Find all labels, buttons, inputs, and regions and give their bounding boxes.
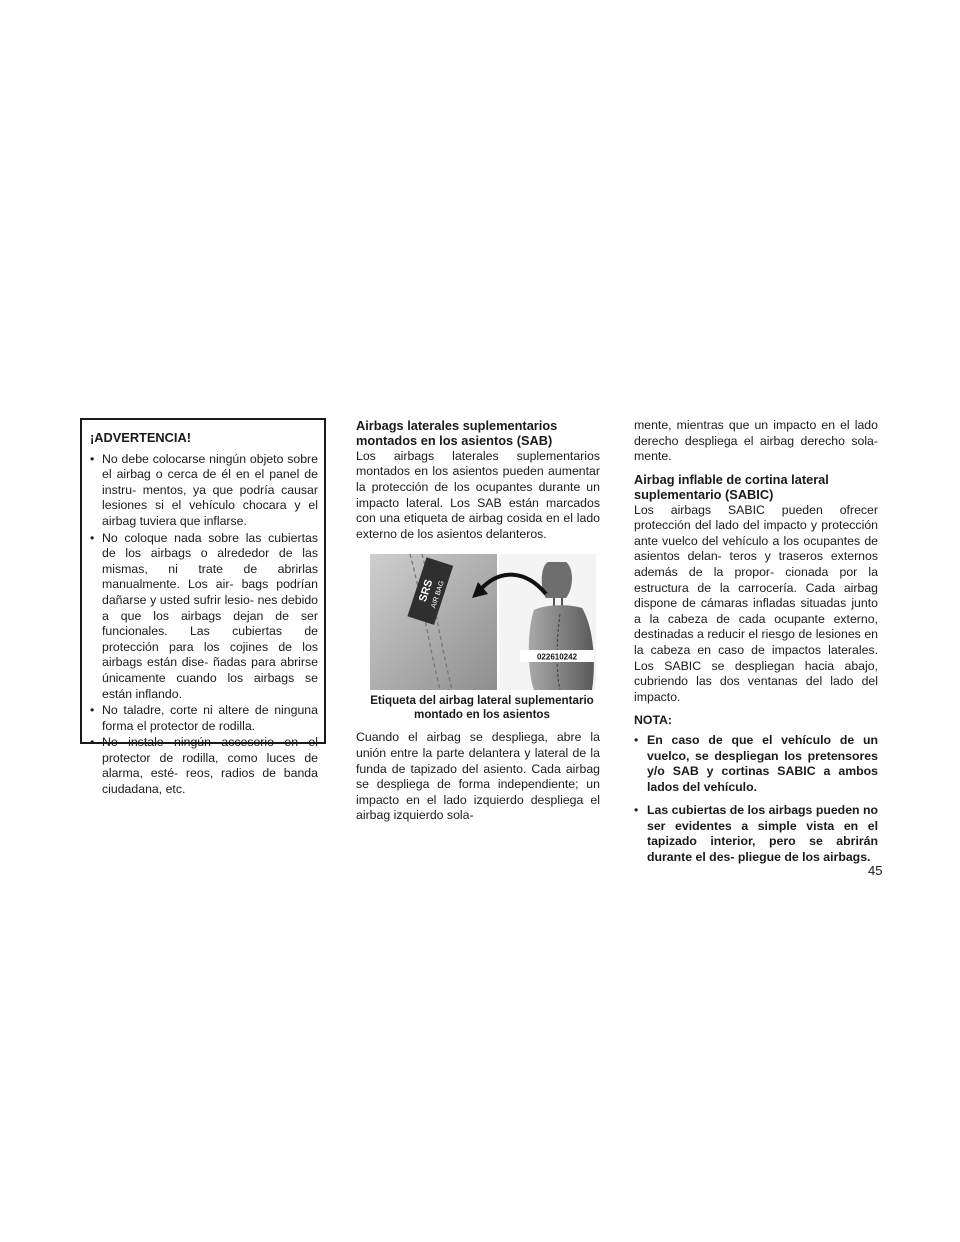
right-column [634,418,878,874]
deploy-text: Cuando el airbag se despliega, abre la unión entre la parte delantera y lateral de la funda de tapizado del asiento. Cada airbag se despliega de forma independiente; un impacto en el lado izquierdo despliega el airbag izquierdo sola- [356,730,600,823]
bullet-icon: • [634,803,639,818]
page-number: 45 [868,863,883,878]
figure-caption: Etiqueta del airbag lateral suplementario montado en los asientos [370,694,594,721]
warning-box [80,418,326,797]
warning-list [90,452,318,798]
airbag-label-text: AIR BAG [430,580,446,610]
note-item: • En caso de que el vehículo de un vuelco, se despliegan los pretensores y/o SAB y cortinas SABIC a ambos lados del vehículo. [634,732,878,794]
sabic-heading: Airbag inflable de cortina lateral suplementario (SABIC) [634,471,829,503]
sab-figure [370,554,596,721]
note-title: NOTA: [634,713,673,728]
sab-body: Los airbags laterales suplementarios montados en los asientos pueden aumentar la protección de los ocupantes durante un impacto lateral. Los SAB están marcados con una etiqueta de airbag cosida en el lado externo de los asientos delanteros. [356,448,600,541]
bullet-icon: • [634,732,639,747]
left-column [80,418,326,797]
middle-column [356,418,600,824]
continuation-text: mente, mientras que un impacto en el lado derecho despliega el airbag derecho sola- mente. [634,418,878,464]
note-list [634,733,878,866]
warning-item: • No debe colocarse ningún objeto sobre el airbag o cerca de él en el panel de instru- mentos, ya que podría causar lesiones si el vehículo chocara y el airbag tuviera que inflarse. [90,451,318,528]
seat-airbag-image [370,554,596,690]
seat-label-illustration [370,554,596,690]
warning-item: • No taladre, corte ni altere de ninguna forma el protector de rodilla. [90,703,318,733]
warning-item: • No instale ningún accesorio en el protector de rodilla, como luces de alarma, esté- reos, radios de banda ciudadana, etc. [90,735,318,797]
note-item: • Las cubiertas de los airbags pueden no ser evidentes a simple vista en el tapizado interior, pero se abrirán durante el des- pliegue de los airbags. [634,803,878,865]
sabic-body: Los airbags SABIC pueden ofrecer protección del lado del impacto y protección ante vuelco del vehículo a los ocupantes de asientos delan- teros y traseros externos además de la propor- cionada por la estructura de la carrocería. Cada airbag dispone de cámaras infladas situadas junto a la cabeza de cada ocupante externo, destinadas a reducir el riesgo de lesiones en la cabeza en caso de impactos laterales. Los SABIC se despliegan hacia abajo, cubriendo las dos ventanas del lado del impacto. [634,502,878,704]
bullet-icon: • [90,530,95,545]
srs-label-text: SRS [416,578,436,604]
bullet-icon: • [90,735,95,750]
warning-item: • No coloque nada sobre las cubiertas de los airbags o alrededor de las mismas, ni trate de abrirlas manualmente. Los air- bags podrían dañarse y usted sufrir lesio- nes debido a que los airbags dejan de ser funcionales. Las cubiertas de protección para los cojines de los airbags están dise- ñadas para abrirse únicamente cuando los airbags se están inflando. [90,530,318,701]
figure-code: 022610242 [536,652,578,662]
bullet-icon: • [90,703,95,718]
bullet-icon: • [90,451,95,466]
sab-heading: Airbags laterales suplementarios montados en los asientos (SAB) [356,418,558,449]
warning-title: ¡ADVERTENCIA! [90,430,191,445]
